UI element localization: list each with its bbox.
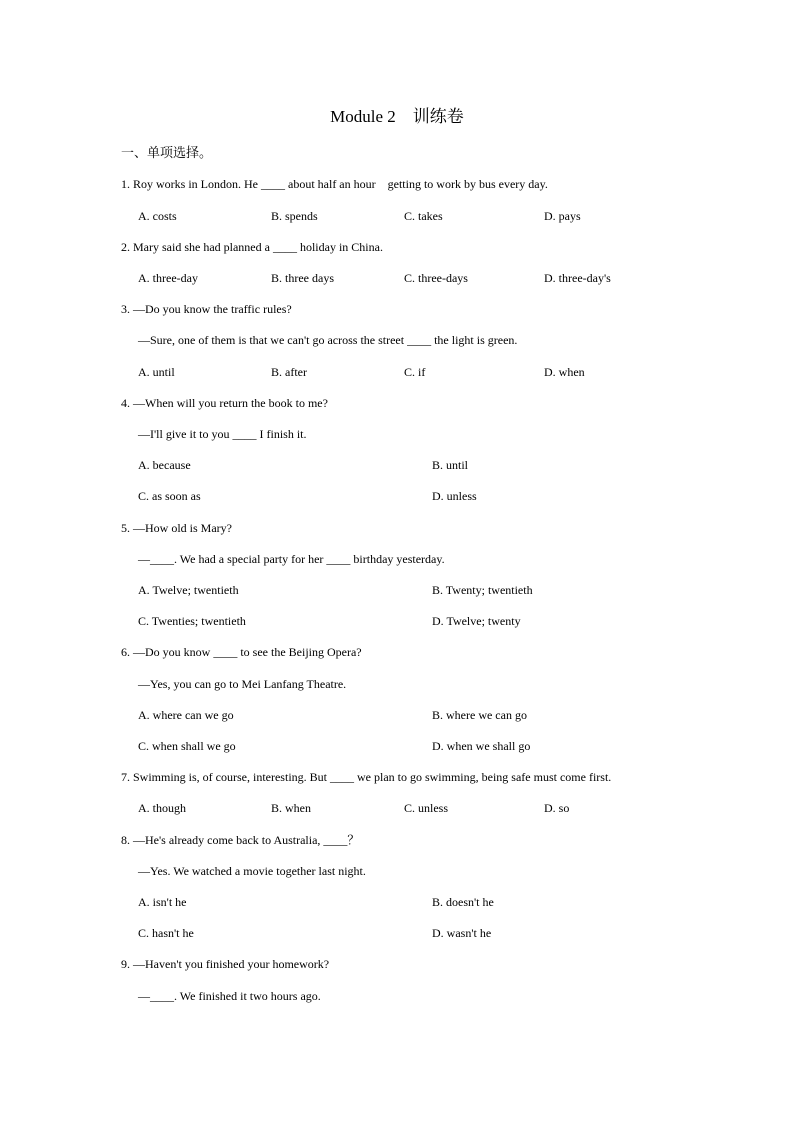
question-8-stem-reply: —Yes. We watched a movie together last night. <box>138 864 366 878</box>
question-6-option-d[interactable]: D. when we shall go <box>432 739 531 753</box>
question-3-stem-reply: —Sure, one of them is that we can't go across the street ____ the light is green. <box>138 333 518 347</box>
question-4-option-c[interactable]: C. as soon as <box>138 489 201 503</box>
question-5-stem: 5. —How old is Mary? <box>121 521 232 535</box>
question-7-option-a[interactable]: A. though <box>138 801 186 815</box>
question-6-stem: 6. —Do you know ____ to see the Beijing Opera? <box>121 645 362 659</box>
question-3-option-b[interactable]: B. after <box>271 365 307 379</box>
question-1-option-a[interactable]: A. costs <box>138 209 177 223</box>
section-heading: 一、单项选择。 <box>121 145 213 160</box>
question-8-option-c[interactable]: C. hasn't he <box>138 926 194 940</box>
question-3-option-a[interactable]: A. until <box>138 365 175 379</box>
question-2-option-d[interactable]: D. three-day's <box>544 271 611 285</box>
question-6-option-a[interactable]: A. where can we go <box>138 708 234 722</box>
question-5-option-a[interactable]: A. Twelve; twentieth <box>138 583 239 597</box>
question-5-option-c[interactable]: C. Twenties; twentieth <box>138 614 246 628</box>
question-6-option-b[interactable]: B. where we can go <box>432 708 527 722</box>
page-title: Module 2 训练卷 <box>330 107 464 126</box>
question-3-option-c[interactable]: C. if <box>404 365 426 379</box>
question-1-stem: 1. Roy works in London. He ____ about half an hour getting to work by bus every day. <box>121 177 548 191</box>
question-4-stem: 4. —When will you return the book to me? <box>121 396 328 410</box>
question-9-stem: 9. —Haven't you finished your homework? <box>121 957 330 971</box>
question-6-stem-reply: —Yes, you can go to Mei Lanfang Theatre. <box>138 677 347 691</box>
question-3-option-d[interactable]: D. when <box>544 365 585 379</box>
question-5-option-b[interactable]: B. Twenty; twentieth <box>432 583 533 597</box>
question-8-option-d[interactable]: D. wasn't he <box>432 926 492 940</box>
question-1-option-c[interactable]: C. takes <box>404 209 443 223</box>
question-5-option-d[interactable]: D. Twelve; twenty <box>432 614 521 628</box>
question-1-option-d[interactable]: D. pays <box>544 209 581 223</box>
question-7-option-d[interactable]: D. so <box>544 801 570 815</box>
question-7-stem: 7. Swimming is, of course, interesting. But ____ we plan to go swimming, being safe must come first. <box>121 770 612 784</box>
question-1-option-b[interactable]: B. spends <box>271 209 318 223</box>
question-2-stem: 2. Mary said she had planned a ____ holiday in China. <box>121 240 383 254</box>
question-4-option-a[interactable]: A. because <box>138 458 191 472</box>
question-8-option-b[interactable]: B. doesn't he <box>432 895 494 909</box>
question-8-stem: 8. —He's already come back to Australia, ____？ <box>121 833 360 847</box>
question-2-option-a[interactable]: A. three-day <box>138 271 198 285</box>
question-2-option-c[interactable]: C. three-days <box>404 271 468 285</box>
question-5-stem-reply: —____. We had a special party for her ____ birthday yesterday. <box>138 552 445 566</box>
question-9-stem-reply: —____. We finished it two hours ago. <box>138 989 321 1003</box>
question-4-option-b[interactable]: B. until <box>432 458 469 472</box>
question-4-option-d[interactable]: D. unless <box>432 489 477 503</box>
question-8-option-a[interactable]: A. isn't he <box>138 895 187 909</box>
question-2-option-b[interactable]: B. three days <box>271 271 334 285</box>
question-6-option-c[interactable]: C. when shall we go <box>138 739 236 753</box>
question-7-option-c[interactable]: C. unless <box>404 801 449 815</box>
question-7-option-b[interactable]: B. when <box>271 801 311 815</box>
question-4-stem-reply: —I'll give it to you ____ I finish it. <box>138 427 307 441</box>
question-3-stem: 3. —Do you know the traffic rules? <box>121 302 292 316</box>
